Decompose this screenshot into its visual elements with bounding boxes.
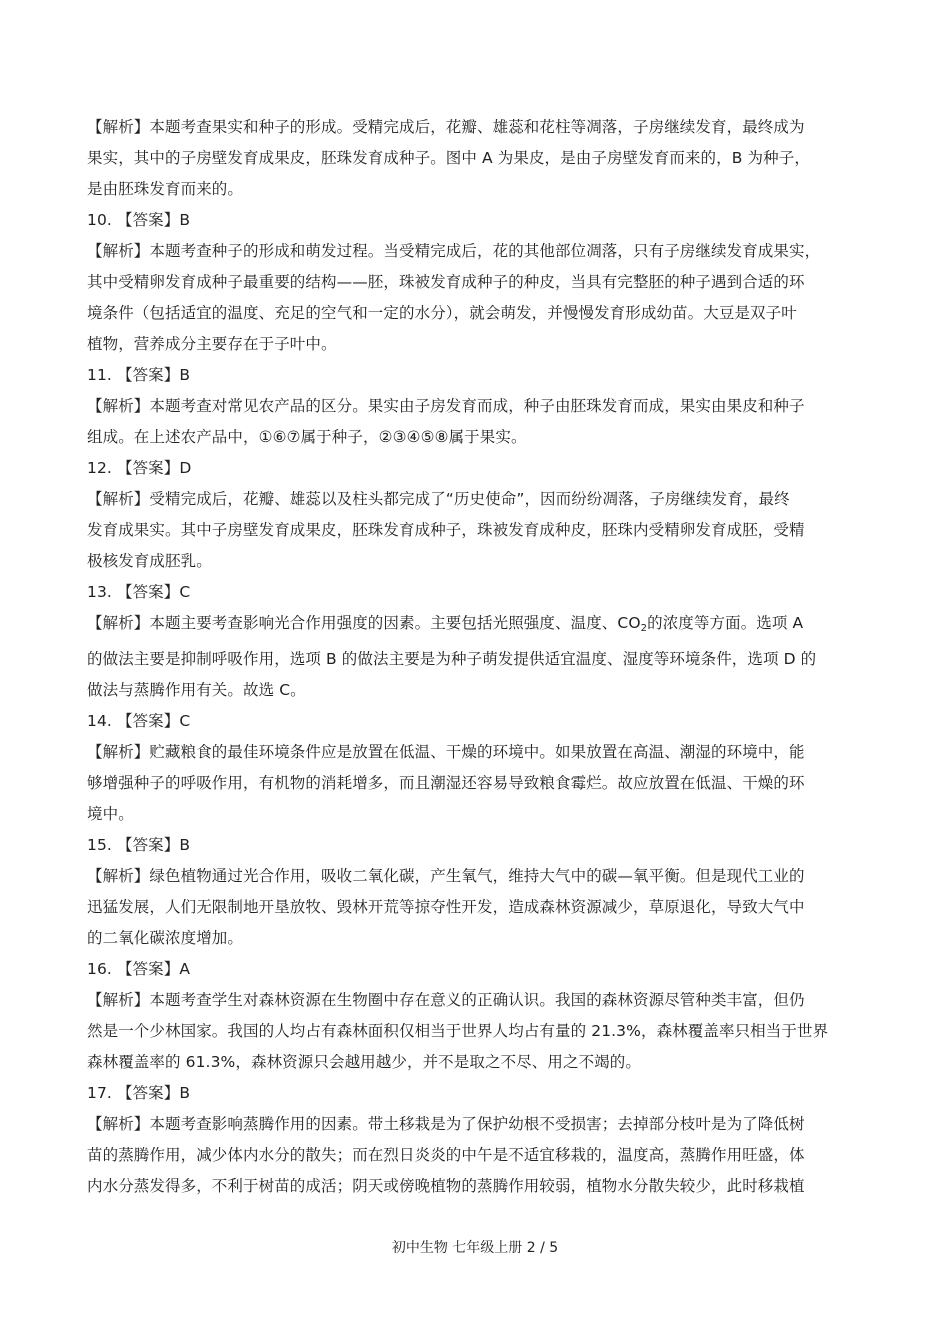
text-line: 【解析】本题考查果实和种子的形成。受精完成后，花瓣、雄蕊和花柱等凋落，子房继续发育，最终成为 <box>87 118 805 136</box>
answer-line: 16. 【答案】A <box>87 960 191 978</box>
text-line: 组成。在上述农产品中，①⑥⑦属于种子，②③④⑤⑧属于果实。 <box>87 428 527 446</box>
text-line: 够增强种子的呼吸作用，有机物的消耗增多，而且潮湿还容易导致粮食霉烂。故应放置在低温、干燥的环 <box>87 774 805 792</box>
text-line: 果实，其中的子房壁发育成果皮，胚珠发育成种子。图中 A 为果皮，是由子房壁发育而来的，B 为种子， <box>87 149 810 167</box>
text-line: 苗的蒸腾作用，减少体内水分的散失；而在烈日炎炎的中午是不适宜移栽的，温度高，蒸腾作用旺盛，体 <box>87 1146 805 1164</box>
text-line: 内水分蒸发得多，不利于树苗的成活；阴天或傍晚植物的蒸腾作用较弱，植物水分散失较少，此时移栽植 <box>87 1177 805 1195</box>
text-line: 境中。 <box>87 805 134 823</box>
text-line: 的做法主要是抑制呼吸作用，选项 B 的做法主要是为种子萌发提供适宜温度、湿度等环境条件，选项 D 的 <box>87 650 817 668</box>
text-line: 【解析】绿色植物通过光合作用，吸收二氧化碳，产生氧气，维持大气中的碳—氧平衡。但是现代工业的 <box>87 867 805 885</box>
text-line: 极核发育成胚乳。 <box>87 552 212 570</box>
text-line: 发育成果实。其中子房壁发育成果皮，胚珠发育成种子，珠被发育成种皮，胚珠内受精卵发育成胚，受精 <box>87 521 805 539</box>
text-line: 境条件（包括适宜的温度、充足的空气和一定的水分），就会萌发，并慢慢发育形成幼苗。大豆是双子叶 <box>87 304 797 322</box>
text-line: 【解析】本题考查学生对森林资源在生物圈中存在意义的正确认识。我国的森林资源尽管种类丰富，但仍 <box>87 991 805 1009</box>
answer-line: 14. 【答案】C <box>87 712 191 730</box>
answer-line: 12. 【答案】D <box>87 459 192 477</box>
subscript: 2 <box>640 623 648 634</box>
text-line: 的二氧化碳浓度增加。 <box>87 929 244 947</box>
text-line: 植物，营养成分主要存在于子叶中。 <box>87 335 337 353</box>
text-line: 是由胚珠发育而来的。 <box>87 180 244 198</box>
answer-line: 17. 【答案】B <box>87 1084 191 1102</box>
text-line: 【解析】本题考查种子的形成和萌发过程。当受精完成后，花的其他部位凋落，只有子房继续发育成果实， <box>87 242 821 260</box>
text-segment: 的浓度等方面。选项 A <box>647 614 804 632</box>
text-line: 【解析】本题考查对常见农产品的区分。果实由子房发育而成，种子由胚珠发育而成，果实由果皮和种子 <box>87 397 805 415</box>
answer-line: 15. 【答案】B <box>87 836 191 854</box>
answer-line: 10. 【答案】B <box>87 211 191 229</box>
text-segment: 【解析】本题主要考查影响光合作用强度的因素。主要包括光照强度、温度、CO <box>87 614 641 632</box>
text-line <box>87 608 877 644</box>
text-line: 【解析】本题考查影响蒸腾作用的因素。带土移栽是为了保护幼根不受损害；去掉部分枝叶是为了降低树 <box>87 1115 805 1133</box>
page-footer: 初中生物 七年级上册 2 / 5 <box>391 1240 559 1256</box>
text-line: 【解析】受精完成后，花瓣、雄蕊以及柱头都完成了“历史使命”，因而纷纷凋落，子房继续发育，最终 <box>87 490 790 508</box>
text-line: 森林覆盖率的 61.3%，森林资源只会越用越少，并不是取之不尽、用之不竭的。 <box>87 1053 641 1071</box>
document-body <box>87 112 877 1202</box>
text-line: 迅猛发展，人们无限制地开垦放牧、毁林开荒等掠夺性开发，造成森林资源减少，草原退化，导致大气中 <box>87 898 805 916</box>
text-line: 【解析】贮藏粮食的最佳环境条件应是放置在低温、干燥的环境中。如果放置在高温、潮湿的环境中，能 <box>87 743 805 761</box>
text-line: 其中受精卵发育成种子最重要的结构——胚，珠被发育成种子的种皮，当具有完整胚的种子遇到合适的环 <box>87 273 805 291</box>
text-line: 然是一个少林国家。我国的人均占有森林面积仅相当于世界人均占有量的 21.3%，森林覆盖率只相当于世界 <box>87 1022 829 1040</box>
answer-line: 13. 【答案】C <box>87 583 191 601</box>
answer-line: 11. 【答案】B <box>87 366 191 384</box>
text-line: 做法与蒸腾作用有关。故选 C。 <box>87 681 306 699</box>
